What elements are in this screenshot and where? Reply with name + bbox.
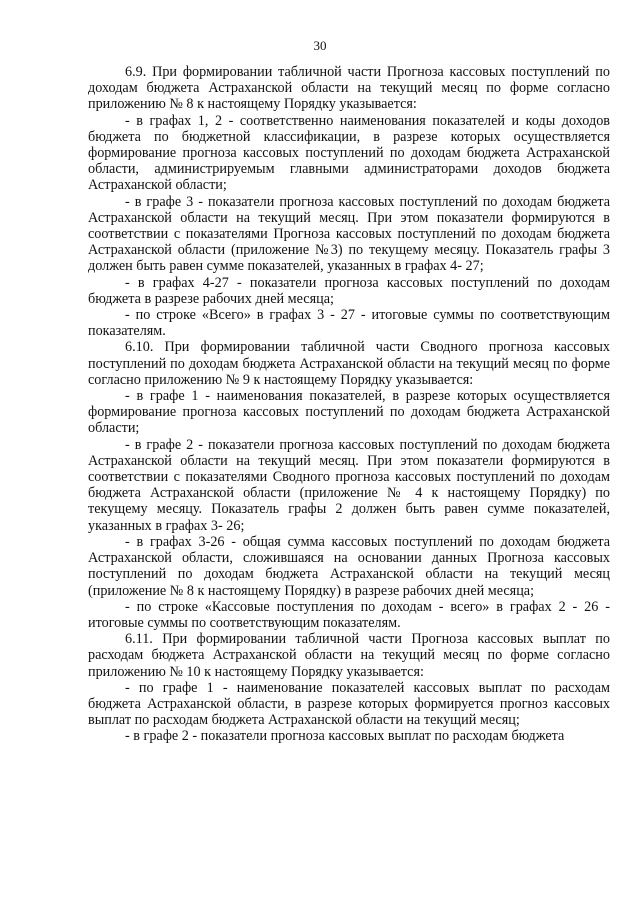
paragraph-6-10-columns-3-26: - в графах 3-26 - общая сумма кассовых поступлений по доходам бюджета Астраханской области, сложившаяся на основании данных Прогноза кассовых поступлений по доходам бюджета Астраханской области на текущий месяц (приложение № 8 к настоящему Порядку) в разрезе рабочих дней месяца; — [88, 533, 610, 599]
paragraph-6-11-column-2: - в графе 2 - показатели прогноза кассовых выплат по расходам бюджета — [125, 728, 565, 745]
paragraph-6-11-intro: 6.11. При формировании табличной части Прогноза кассовых выплат по расходам бюджета Астраханской области на текущий месяц по форме согласно приложению № 10 к настоящему Порядку указывается: — [88, 631, 610, 680]
paragraph-6-11-column-1: - по графе 1 - наименование показателей кассовых выплат по расходам бюджета Астраханской области, в разрезе которых формируется прогноз кассовых выплат по расходам бюджета Астраханской области на текущий месяц; — [88, 679, 610, 729]
paragraph-6-10-column-1: - в графе 1 - наименования показателей, в разрезе которых осуществляется формирование прогноза кассовых поступлений по доходам бюджета Астраханской области; — [88, 388, 610, 437]
paragraph-6-10-column-2: - в графе 2 - показатели прогноза кассовых поступлений по доходам бюджета Астраханской области на текущий месяц. При этом показатели формируются в соответствии с показателями Сводного прогноза кассовых поступлений по доходам бюджета Астраханской области (приложение № 4 к настоящему Порядку) по текущему месяцу. Показатель графы 2 должен быть равен сумме показателей, указанных в графах 3- 26; — [88, 436, 610, 534]
paragraph-6-9-columns-4-27: - в графах 4-27 - показатели прогноза кассовых поступлений по доходам бюджета в разрезе рабочих дней месяца; — [88, 274, 610, 307]
paragraph-6-10-intro: 6.10. При формировании табличной части Сводного прогноза кассовых поступлений по доходам бюджета Астраханской области на текущий месяц по форме согласно приложению № 9 к настоящему Порядку указывается: — [88, 339, 610, 388]
page-number: 30 — [313, 38, 327, 53]
paragraph-6-9-intro: 6.9. При формировании табличной части Прогноза кассовых поступлений по доходам бюджета Астраханской области на текущий месяц по форме согласно приложению № 8 к настоящему Порядку указывается: — [88, 64, 610, 113]
paragraph-6-9-columns-1-2: - в графах 1, 2 - соответственно наименования показателей и коды доходов бюджета по бюджетной классификации, в разрезе которых осуществляется формирование прогноза кассовых поступлений по доходам бюджета Астраханской области, администрируемым главными администраторами доходов бюджета Астраханской области; — [88, 112, 610, 194]
paragraph-6-9-column-3: - в графе 3 - показатели прогноза кассовых поступлений по доходам бюджета Астраханской области на текущий месяц. При этом показатели формируются в соответствии с показателями Прогноза кассовых поступлений по доходам бюджета Астраханской области (приложение №3) по текущему месяцу. Показатель графы 3 должен быть равен сумме показателей, указанных в графах 4- 27; — [88, 193, 610, 275]
paragraph-6-10-total-row: - по строке «Кассовые поступления по доходам - всего» в графах 2 - 26 - итоговые суммы по соответствующим показателям. — [88, 598, 610, 631]
document-body — [88, 64, 610, 745]
paragraph-6-9-total-row: - по строке «Всего» в графах 3 - 27 - итоговые суммы по соответствующим показателям. — [88, 307, 610, 340]
